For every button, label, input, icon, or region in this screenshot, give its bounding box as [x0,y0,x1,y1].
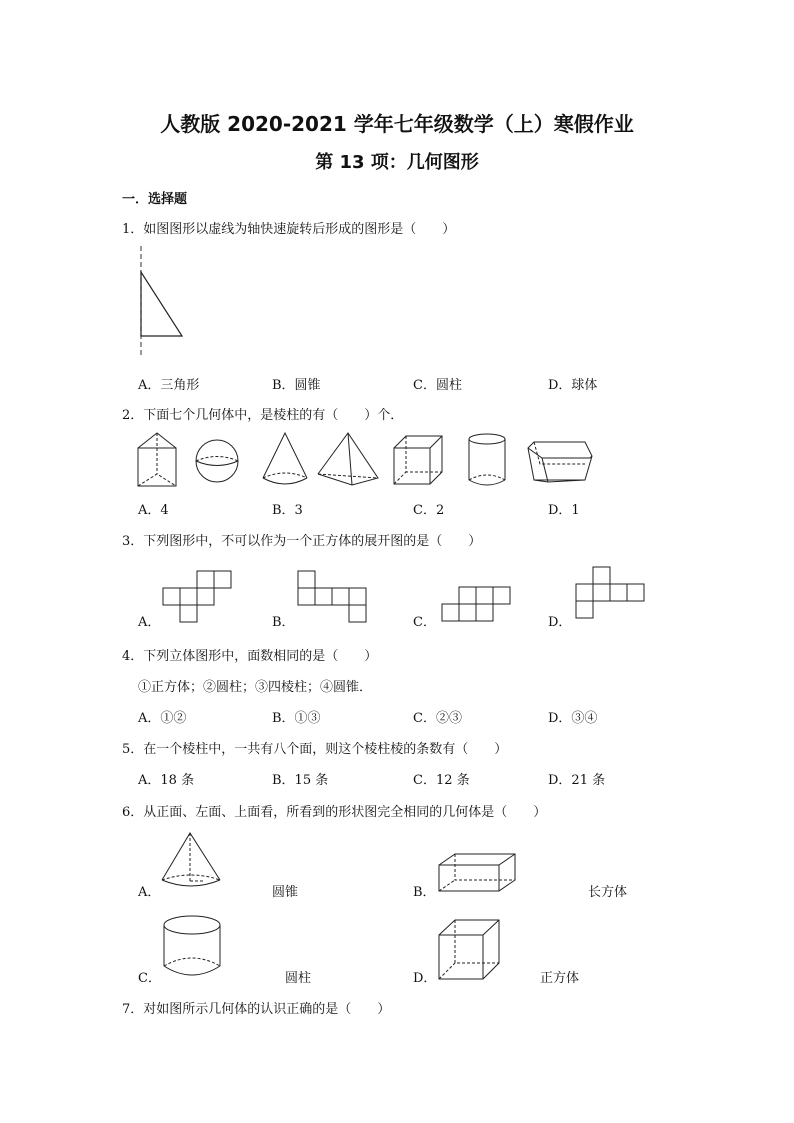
q3-option-b[interactable]: B． [272,615,295,630]
q2-solids-figure [130,430,610,492]
q5-option-b[interactable]: B．15 条 [272,773,329,788]
q2-pyramid [318,433,378,485]
question-4-stem: 4．下列立体图形中，面数相同的是（ ） [122,649,378,664]
question-7-stem: 7．对如图所示几何体的认识正确的是（ ） [122,1002,391,1017]
question-3-stem: 3．下列图形中，不可以作为一个正方体的展开图的是（ ） [122,534,482,549]
q3-option-c[interactable]: C． [413,615,436,630]
page-subtitle: 第 13 项：几何图形 [315,152,479,173]
q6-cone-figure [158,830,228,892]
q6-shape-name-d: 正方体 [540,971,580,986]
q4-option-c[interactable]: C．②③ [413,711,462,726]
q6-option-a[interactable]: A． [138,885,161,900]
q6-cube-figure [438,918,502,982]
q2-option-d[interactable]: D．1 [548,503,580,518]
q3-option-d[interactable]: D． [548,615,572,630]
q1-option-c[interactable]: C．圆柱 [413,378,462,393]
q5-option-d[interactable]: D．21 条 [548,773,606,788]
question-6-stem: 6．从正面、左面、上面看，所看到的形状图完全相同的几何体是（ ） [122,805,547,820]
q2-hexagonal-prism [528,442,592,482]
q1-option-d[interactable]: D．球体 [548,378,598,393]
q1-triangle [141,272,182,336]
question-1-stem: 1．如图图形以虚线为轴快速旋转后形成的图形是（ ） [122,222,456,237]
question-4-list: ①正方体；②圆柱；③四棱柱；④圆锥． [138,680,373,695]
q6-option-b[interactable]: B． [413,885,436,900]
question-5-stem: 5．在一个棱柱中，一共有八个面，则这个棱柱棱的条数有（ ） [122,742,508,757]
q2-cylinder [469,434,505,485]
q2-sphere [196,440,238,482]
q1-rotation-triangle-figure [130,244,190,359]
page-title: 人教版 2020-2021 学年七年级数学（上）寒假作业 [160,112,634,136]
q6-cylinder-figure [162,914,224,980]
q1-option-a[interactable]: A．三角形 [138,378,200,393]
q5-option-c[interactable]: C．12 条 [413,773,470,788]
q6-shape-name-c: 圆柱 [285,971,312,986]
q3-net-c-figure [441,586,513,624]
q6-option-c[interactable]: C． [138,971,161,986]
section-heading: 一．选择题 [122,192,188,207]
q2-cone [263,433,307,484]
q5-option-a[interactable]: A．18 条 [138,773,195,788]
q6-shape-name-b: 长方体 [588,885,628,900]
q2-option-c[interactable]: C．2 [413,503,445,518]
q2-option-a[interactable]: A．4 [138,503,169,518]
q6-cuboid-figure [438,852,520,894]
q2-cube [394,436,442,484]
q4-option-b[interactable]: B．①③ [272,711,321,726]
q3-option-a[interactable]: A． [138,615,161,630]
q3-net-b-figure [297,570,369,626]
q4-option-a[interactable]: A．①② [138,711,187,726]
q2-triangular-prism [138,433,176,486]
q2-option-b[interactable]: B．3 [272,503,303,518]
q1-option-b[interactable]: B．圆锥 [272,378,321,393]
q3-net-a-figure [163,570,235,626]
q3-net-d-figure [575,566,649,624]
q4-option-d[interactable]: D．③④ [548,711,598,726]
q6-shape-name-a: 圆锥 [272,885,299,900]
question-2-stem: 2．下面七个几何体中，是棱柱的有（ ）个． [122,408,404,423]
q6-option-d[interactable]: D． [413,971,437,986]
